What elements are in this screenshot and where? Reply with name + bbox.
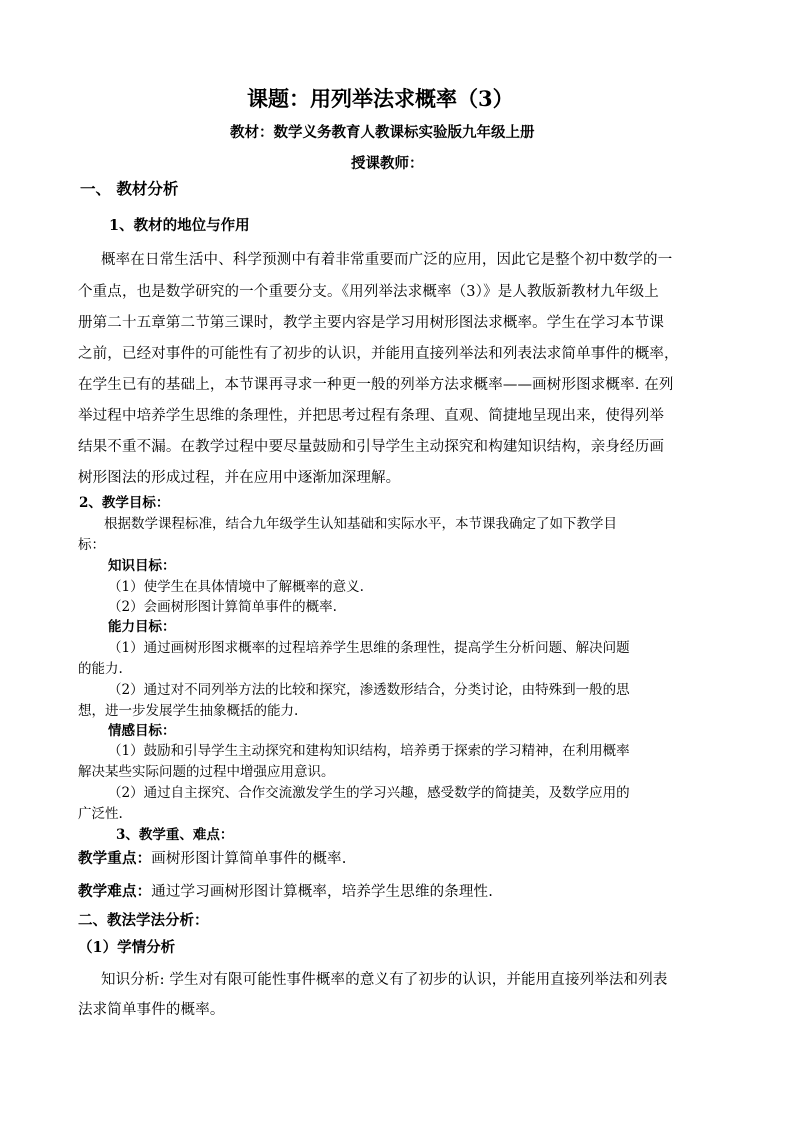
teacher-subtitle: 授课教师： xyxy=(351,155,424,172)
para-line: 结果不重不漏。在教学过程中要尽量鼓励和引导学生主动探究和构建知识结构，亲身经历画 xyxy=(78,439,664,455)
ability-line: （2）通过对不同列举方法的比较和探究，渗透数形结合，分类讨论，由特殊到一般的思 xyxy=(108,682,630,698)
ability-line: （1）通过画树形图求概率的过程培养学生思维的条理性，提高学生分析问题、解决问题 xyxy=(108,640,630,656)
emotion-heading: 情感目标： xyxy=(108,723,176,739)
para-line: 知识分析: 学生对有限可能性事件概率的意义有了初步的认识，并能用直接列举法和列表 xyxy=(101,972,668,988)
para-line: 册第二十五章第二节第三课时，教学主要内容是学习用树形图法求概率。学生在学习本节课 xyxy=(78,315,664,331)
ability-line: 的能力. xyxy=(78,661,123,677)
emotion-line: （2）通过自主探究、合作交流激发学生的学习兴趣，感受数学的简捷美，及数学应用的 xyxy=(108,785,630,801)
para-line: 之前，已经对事件的可能性有了初步的认识，并能用直接列举法和列表法求简单事件的概率， xyxy=(78,346,679,362)
para-line: 树形图法的形成过程，并在应用中逐渐加深理解。 xyxy=(78,470,401,486)
ability-line: 想，进一步发展学生抽象概括的能力. xyxy=(78,703,299,719)
section1-sub1-heading: 1、教材的地位与作用 xyxy=(109,217,250,234)
section2-heading: 二、教法学法分析： xyxy=(78,912,209,929)
difficulty-label: 教学难点： xyxy=(78,883,152,900)
knowledge-heading: 知识目标： xyxy=(108,558,176,574)
section1-heading: 一、 教材分析 xyxy=(80,179,179,198)
para-line: 概率在日常生活中、科学预测中有着非常重要而广泛的应用，因此它是整个初中数学的一 xyxy=(101,252,673,268)
key-point xyxy=(78,852,346,867)
goal-intro-line: 标： xyxy=(78,537,105,553)
knowledge-item: （2）会画树形图计算简单事件的概率. xyxy=(108,599,337,615)
emotion-line: 解决某些实际问题的过程中增强应用意识。 xyxy=(78,764,335,780)
section2-sub1-heading: （1）学情分析 xyxy=(78,939,176,956)
material-subtitle: 教材：数学义务教育人教课标实验版九年级上册 xyxy=(230,124,535,141)
goal-intro-line: 根据数学课程标准，结合九年级学生认知基础和实际水平，本节课我确定了如下教学目 xyxy=(104,516,617,532)
section1-sub3-heading: 3、教学重、难点： xyxy=(116,827,234,843)
section1-sub2-heading: 2、教学目标： xyxy=(79,495,170,511)
para-line: 举过程中培养学生思维的条理性，并把思考过程有条理、直观、简捷地呈现出来，使得列举 xyxy=(78,408,664,424)
emotion-line: （1）鼓励和引导学生主动探究和建构知识结构，培养勇于探索的学习精神，在利用概率 xyxy=(108,743,630,759)
para-line: 法求简单事件的概率。 xyxy=(78,1002,225,1018)
page-title: 课题：用列举法求概率（3） xyxy=(247,86,514,111)
emotion-line: 广泛性. xyxy=(78,806,123,822)
para-line: 在学生已有的基础上，本节课再寻求一种更一般的列举方法求概率——画树形图求概率. 在列 xyxy=(78,377,674,393)
difficulty-point xyxy=(78,885,493,900)
ability-heading: 能力目标： xyxy=(108,619,176,635)
para-line: 个重点，也是数学研究的一个重要分支。《用列举法求概率（3）》是人教版新教材九年级上 xyxy=(78,284,659,300)
knowledge-item: （1）使学生在具体情境中了解概率的意义. xyxy=(108,579,364,595)
key-point-label: 教学重点： xyxy=(78,850,152,867)
difficulty-text: 通过学习画树形图计算概率，培养学生思维的条理性. xyxy=(151,884,493,900)
key-point-text: 画树形图计算简单事件的概率. xyxy=(151,851,347,867)
